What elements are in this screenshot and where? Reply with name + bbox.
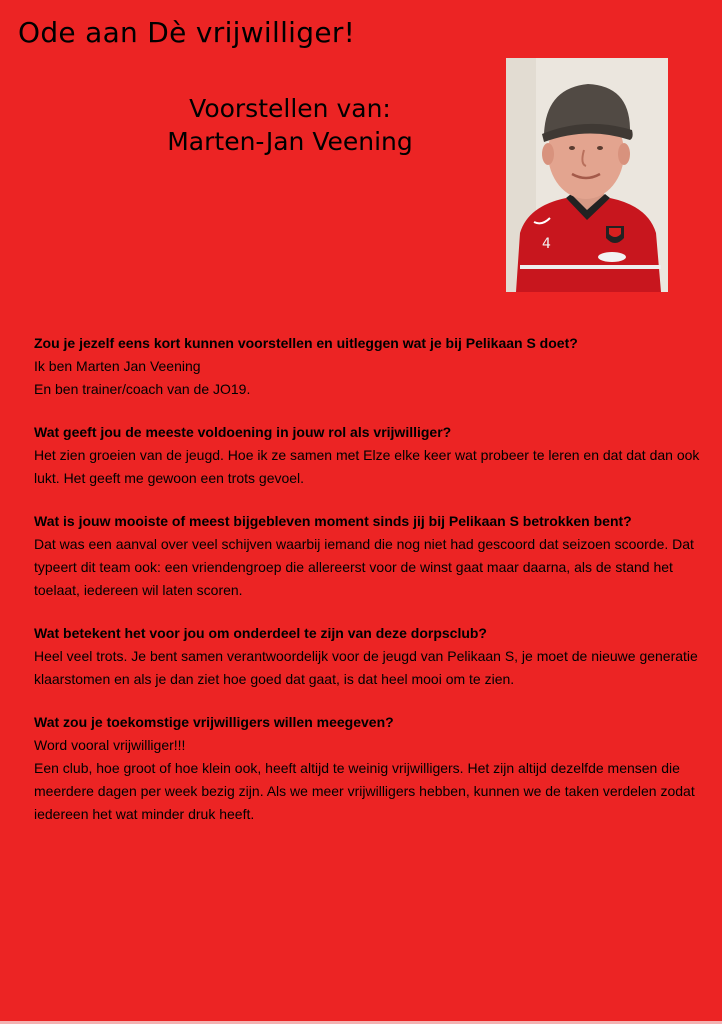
answer-4: Heel veel trots. Je bent samen verantwoordelijk voor de jeugd van Pelikaan S, je moet de nieuwe generatie klaarstomen en als je dan ziet hoe goed dat gaat, is dat heel mooi om te zien. [34,648,698,687]
qa-item-3 [34,510,718,602]
question-1: Zou je jezelf eens kort kunnen voorstellen en uitleggen wat je bij Pelikaan S doet? [34,335,578,351]
answer-3: Dat was een aanval over veel schijven waarbij iemand die nog niet had gescoord dat seizoen scoorde. Dat typeert dit team ook: een vriendengroep die allereerst voor de winst gaat maar daarna, als de stand het toelaat, iedereen wil laten scoren. [34,536,694,598]
volunteer-photo [506,58,668,292]
answer-5-line-2: Een club, hoe groot of hoe klein ook, heeft altijd te weinig vrijwilligers. Het zijn altijd dezelfde mensen die meerdere dagen per week bezig zijn. Als we meer vrijwilligers hebben, kunnen we de taken verdelen zodat iedereen het wat minder druk heeft. [34,760,695,822]
answer-2: Het zien groeien van de jeugd. Hoe ik ze samen met Elze elke keer wat probeer te leren en dat dat dan ook lukt. Het geeft me gewoon een trots gevoel. [34,447,700,486]
qa-item-5 [34,711,718,826]
qa-item-4 [34,622,718,691]
page-title: Ode aan Dè vrijwilliger! [18,16,356,49]
portrait-illustration [506,58,668,292]
subtitle [120,92,460,158]
sponsor-logo-icon [598,252,626,262]
question-2: Wat geeft jou de meeste voldoening in jouw rol als vrijwilliger? [34,424,452,440]
subtitle-line-1: Voorstellen van: [189,94,391,123]
answer-1-line-1: Ik ben Marten Jan Veening [34,358,201,374]
answer-5-line-1: Word vooral vrijwilliger!!! [34,737,186,753]
question-4: Wat betekent het voor jou om onderdeel te zijn van deze dorpsclub? [34,625,487,641]
answer-1-line-2: En ben trainer/coach van de JO19. [34,381,251,397]
qa-item-2 [34,421,718,490]
question-5: Wat zou je toekomstige vrijwilligers willen meegeven? [34,714,394,730]
jersey-number: 4 [542,236,551,252]
subtitle-line-2: Marten-Jan Veening [167,127,413,156]
question-3: Wat is jouw mooiste of meest bijgebleven moment sinds jij bij Pelikaan S betrokken bent? [34,513,632,529]
interview-section [34,332,718,846]
qa-item-1 [34,332,718,401]
